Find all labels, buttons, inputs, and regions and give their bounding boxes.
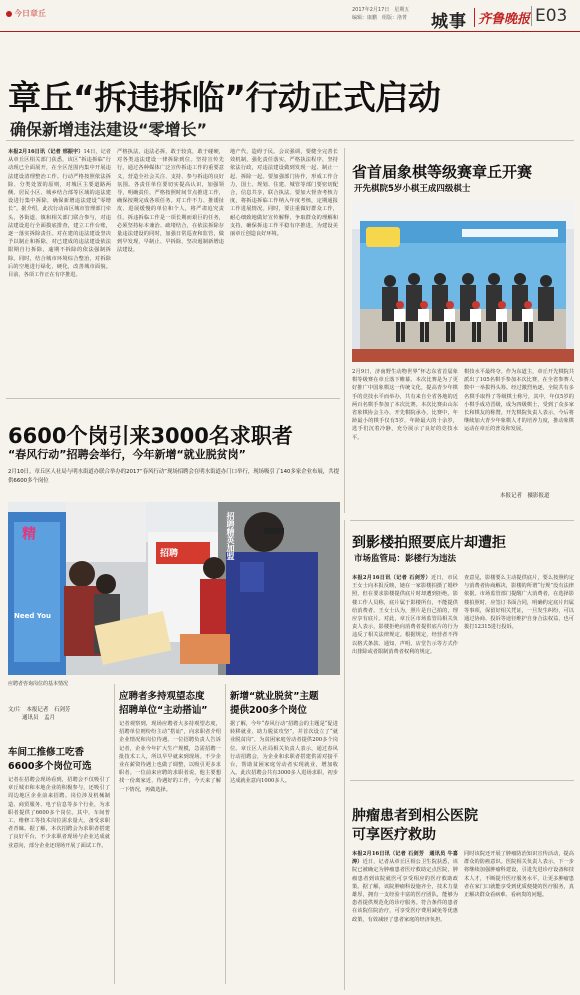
chess-headline: 省首届象棋等级赛章丘开赛 <box>352 163 533 181</box>
hospital-text-1: 近日，记者从章丘区相公卫生院获悉，该院已被确定为肿瘤患者医疗救助定点医院，肿瘤患者到该院就医可享受相应的医疗救助政策。据了解，该院肿瘤科设施齐全，技术力量雄厚，拥有一支经验丰富的医疗团队，能够为患者提供规范化的诊疗服务。符合条件的患者在该院住院治疗，可享受医疗费用减免等优惠政策，有效减轻了患者家庭的经济负担。 <box>352 859 458 923</box>
lead-text-1: 14日，记者从章丘区相关部门获悉，该区“拆违拆临”行动现已全面展开，在全区范围内集中开展违法建设清理整治工作。行动严格按照依法拆除、分类处置的原则，对城区主要道路两侧、居民小区、城乡结合部等区域的违法建设进行集中拆除，确保新增违法建设“零增长”。据介绍，此次行动由区城市管理部门牵头，各街道、镇和相关部门联合参与，对违法建设进行全面摸底排查，建立工作台账，逐一落实拆除责任。对在建的违法建设坚决予以制止和拆除，对已建成的违法建设依法限期自行拆除，逾期不拆除的依法强制拆除。同时，结合城市环境综合整治，对拆除后的空地进行绿化、硬化，改善城市面貌。目前，各项工作正在有序推进。 <box>8 149 111 279</box>
chess-col-1: 2月9日，济南野生动物世界“怀志东省首届象棋等级赛在章丘落下帷幕。本次比赛是为了更好推广中国象棋这一传统文化，提高青少年棋手的竞技水平而举办，共有来自全省各地的近两百名棋手参加了本次比赛。本次比赛由山东省象棋协会主办，开先棋院承办，比赛中，年龄最小的棋手仅有5岁，年龄最大的十余岁，选手们沉着冷静，充分展示了良好的竞技水平。 <box>352 369 458 441</box>
jobs-subhead: “春风行动”招聘会举行，今年新增“就业脱贫岗” <box>8 448 246 461</box>
lead-subhead: 确保新增违法建设“零增长” <box>10 120 208 139</box>
chess-byline: 本报记者 摄影报道 <box>500 493 550 499</box>
photo-sign-1: 精 <box>20 526 36 540</box>
lead-col-1 <box>8 148 111 392</box>
jobs-photo-caption: 应聘者咨询岗位的基本情况 <box>8 681 69 687</box>
cinema-col-1 <box>352 574 458 774</box>
sub-a-title-2: 6600多个岗位可选 <box>8 761 92 772</box>
sub-b-title-1: 应聘者多持观望态度 <box>119 691 205 702</box>
photo-board-2: 精英 <box>226 528 235 544</box>
chess-photo <box>352 201 574 362</box>
photo-sign-3: 招聘 <box>160 549 179 559</box>
jobs-credit-1: 文/片 本报记者 石剑芳 <box>8 707 71 713</box>
lead-headline: 章丘“拆违拆临”行动正式启动 <box>8 78 441 117</box>
jobs-intro: 2月10日，章丘区人社局与明水街道办联合举办的2017“春风行动”现场招聘会在明水街道办门口举行，现场吸引了140多家企业布展，共提供6600多个岗位 <box>8 469 339 484</box>
jobs-credit-2: 通讯员 孟月 <box>22 715 56 721</box>
sub-c-title-1: 新增“就业脱贫”主题 <box>230 691 319 702</box>
sub-a-text: 记者在招聘会现场看到，招聘会不仅吸引了章丘城市和本地企业的积极参与，还吸引了周边地区企业前来招聘。岗位涉及机械制造、商贸服务、电子信息等多个行业，为求职者提供了6600多个岗位。其中，车间普工、维修工等技术岗位需求量大，备受求职者青睐。据了解，本次招聘会为求职者搭建了良好平台，不少求职者现场与企业达成就业意向，部分企业还现场开展了面试工作。 <box>8 777 110 849</box>
jobs-credit <box>8 706 70 722</box>
date-text: 2017年2月17日 星期五 <box>352 7 410 13</box>
hospital-col-2: 同时该院还开展了肿瘤防治知识宣传活动，提高群众的防癌意识。医院相关负责人表示，下一步将继续加强肿瘤科建设，引进先进诊疗设备和技术人才，不断提升医疗服务水平，让更多肿瘤患者在家门口就能享受到优质便捷的医疗服务，真正解决群众看病难、看病贵的问题。 <box>464 851 574 899</box>
sub-b-text: 记者观察到，现场应聘者大多持观望态度，招聘单位则纷纷主动“搭讪”，向求职者介绍企业情况和岗位待遇。一位招聘负责人告诉记者，企业今年扩大生产规模，急需招聘一批技术工人，所以早早就来到现场。不少企业在薪资待遇上也做了调整，以吸引更多求职者。一位前来应聘的求职者说，他主要想找一份离家近、待遇好的工作，今天来了解一下情况，再做选择。 <box>119 721 221 793</box>
jobs-headline: 6600个岗引来3000名求职者 <box>8 424 293 448</box>
bullet-icon <box>6 11 12 17</box>
cinema-byline: 本报2月16日讯（记者 石剑芳） <box>352 575 431 581</box>
cinema-subhead: 市场监管局：影楼行为违法 <box>354 554 457 564</box>
cinema-text-1: 近日，市民王女士向本报反映，她在一家影楼拍摄了婚纱照，但在要求影楼提供底片时却遭到拒绝。影楼工作人员称，底片属于影楼所有，不能提供给消费者。王女士认为，照片是自己拍的，理应享有底片。对此，章丘区市场监管局相关负责人表示，影楼拒绝向消费者提供底片的行为违反了相关法律规定。根据规定，经营者不得以格式条款、通知、声明、店堂告示等方式作出排除或者限制消费者权利的规定。 <box>352 575 458 655</box>
photo-board-1: 招聘 <box>226 512 235 528</box>
lead-col-3: 地产代，造碍于民。会议强调，要健全完善长效机制，强化责任落实，严格执法程序，坚持依法行政，对违法建设做到发现一起、制止一起、拆除一起。要加强部门协作，形成工作合力，国土、规划、住建、城管等部门要密切配合，信息共享，联合执法。要加大督查考核力度，将拆违拆临工作纳入年度考核，定期通报工作进展情况。同时，要注重做好群众工作，耐心细致地做好宣传解释，争取群众的理解和支持，确保拆违工作平稳有序推进，为建设美丽章丘创造良好环境。 <box>230 149 338 238</box>
sub-b-title-2: 招聘单位“主动搭讪” <box>119 705 208 716</box>
hospital-subhead: 可享医疗救助 <box>352 827 436 843</box>
lead-byline: 本报2月16日讯（记者 邢振宇） <box>8 149 84 155</box>
chess-subhead: 开先棋院5岁小棋王成四级棋士 <box>354 184 471 194</box>
lead-col-2: 严格执法，违法必拆，敢于较真，敢于碰硬，对各类违法建设一律拆除到位。坚持宣传先行，通过各种媒体广泛宣传拆违工作的重要意义，营造全社会关注、支持、参与拆违的良好氛围。各责任单位要切实提高认识，加强领导，明确责任，严格按照时间节点推进工作，确保按期完成各项任务。对工作不力、推诿扯皮、进展缓慢的单位和个人，将严肃追究责任。拆违拆临工作是一项长期而艰巨的任务，必须坚持标本兼治、疏堵结合，在依法拆除存量违法建设的同时，加强日常巡查和监管，做到早发现、早制止、早拆除，坚决遏制新增违法建设。 <box>117 149 224 254</box>
hospital-col-1 <box>352 850 458 988</box>
photo-sign-2: Need You <box>14 612 52 620</box>
page-number: E03 <box>531 6 567 26</box>
editors-text: 编辑：康鹏 组版：洛菁 <box>352 15 408 21</box>
newspaper-logo: 齐鲁晚报 <box>474 8 530 27</box>
photo-board <box>224 512 236 560</box>
jobs-photo <box>8 502 340 675</box>
cinema-headline: 到影楼拍照要底片却遭拒 <box>352 535 506 551</box>
section-title: 城事 <box>431 12 467 32</box>
sub-c-title-2: 提供200多个岗位 <box>230 705 307 716</box>
sub-c-text: 据了解，今年“春风行动”招聘会的主题是“促进转移就业、助力脱贫攻坚”，并首次设立了“就业脱贫岗”，为贫困家庭劳动者提供200多个岗位。章丘区人社局相关负责人表示，通过春风行动招聘会，为企业和求职者搭建供需对接平台，帮助贫困家庭劳动者实现就业，增加收入。此次招聘会共有3000多人进场求职，初步达成就业意向1000多人。 <box>230 721 338 785</box>
section-tag-label: 今日章丘 <box>14 9 46 18</box>
section-tag <box>6 8 46 19</box>
chess-col-2: 棋技水平最终夺。作为东道主，章丘开先棋院共派出了105名棋手参加本次比赛，在全省参赛人数中一举拔得头筹。经过激烈角逐，全院共有多名棋手取得了等级棋士称号，其中，年仅5岁的小棋手成功晋级，成为四级棋士，受到了众多家长和棋友的称赞。开先棋院负责人表示，今后将继续加大青少年象棋人才的培养力度，推动象棋运动在章丘的普及和发展。 <box>464 369 574 433</box>
dateline <box>352 6 409 22</box>
hospital-headline: 肿瘤患者到相公医院 <box>352 808 478 824</box>
photo-board-3: 加盟 <box>226 544 235 560</box>
cinema-col-2: 查意见，影楼要么主动提供底片，要么按照约定与消费者协商解决，影楼的所谓“行规”没有法律依据。市场监管部门提醒广大消费者，在选择影楼拍照时，应签订书面合同，明确约定底片归属等事项，保留好相关凭证，一旦发生纠纷，可以通过协商、投诉等途径维护自身合法权益，也可拨打12315进行投诉。 <box>464 575 574 631</box>
sub-a-title-1: 车间工推修工吃香 <box>8 747 85 758</box>
hospital-byline: 本报2月16日讯（记者 石剑芳 通讯员 牛喜涛） <box>352 851 458 866</box>
